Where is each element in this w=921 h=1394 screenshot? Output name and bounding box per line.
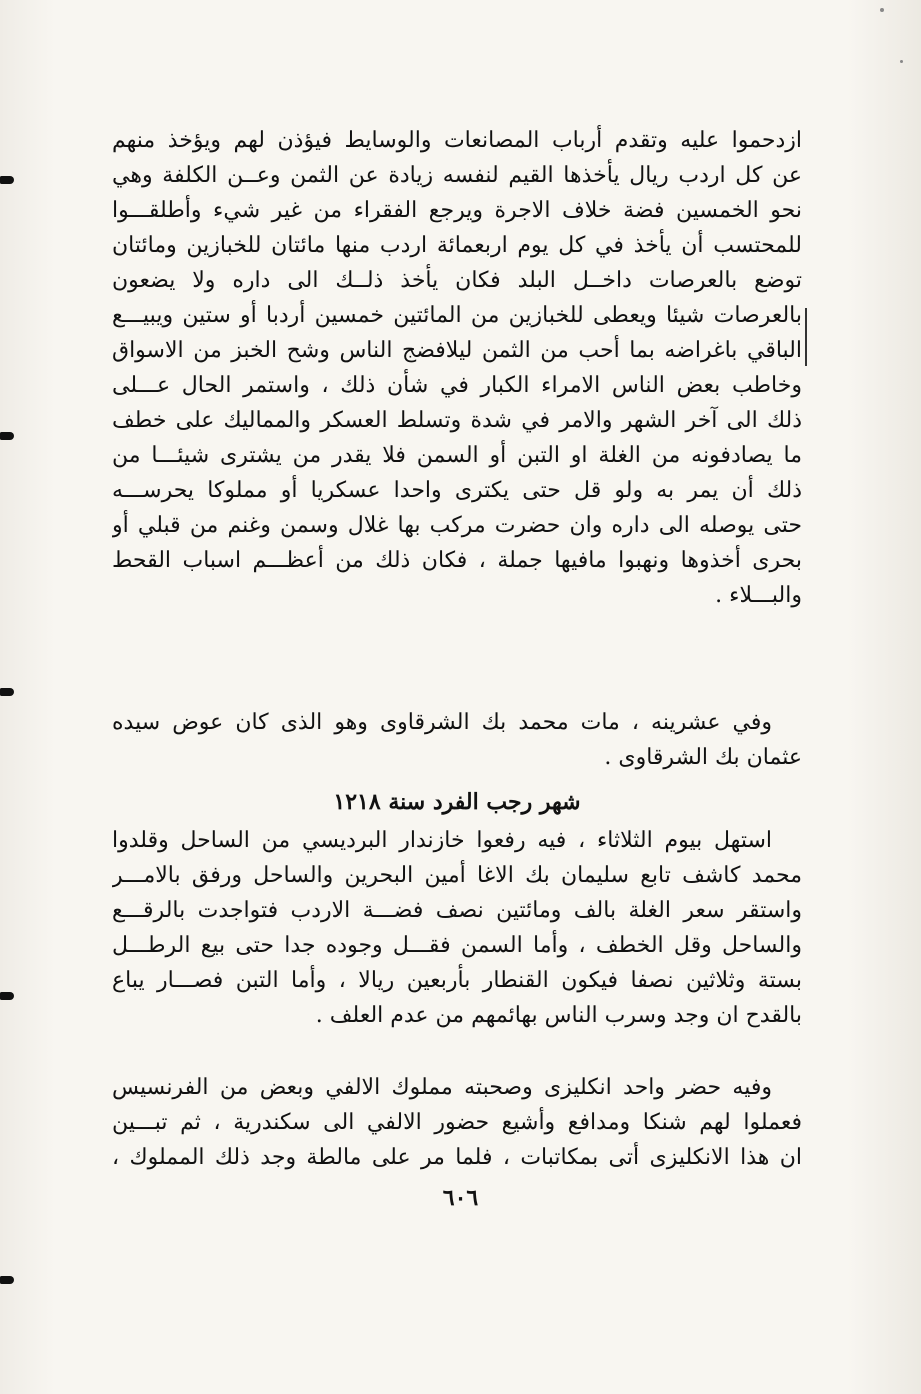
text-line: ذلك أن يمر به ولو قل حتى يكترى واحدا عسكريا أو مملوكا يحرســـه: [112, 478, 802, 503]
paragraph-2: [112, 705, 802, 775]
text-line: واستقر سعر الغلة بالف ومائتين نصف فضـــة الاردب فتواجدت بالرقـــع: [112, 898, 802, 923]
text-line: ان هذا الانكليزى أتى بمكاتبات ، فلما مر على مالطة وجد ذلك المملوك ،: [112, 1145, 802, 1170]
edge-speck: [900, 60, 903, 63]
text-line: بحرى أخذوها ونهبوا مافيها جملة ، فكان ذلك من أعظـــم اسباب القحط: [112, 548, 802, 573]
margin-mark: [0, 992, 14, 1000]
paragraph-1: [112, 123, 802, 613]
text-line: استهل بيوم الثلاثاء ، فيه رفعوا خازندار البرديسي من الساحل وقلدوا: [112, 828, 772, 853]
page-number: ٦٠٦: [442, 1185, 479, 1211]
text-line: فعملوا لهم شنكا ومدافع وأشيع حضور الالفي الى سكندرية ، ثم تبـــين: [112, 1110, 802, 1135]
text-line: بستة وثلاثين نصفا فيكون القنطار بأربعين ريالا ، وأما التبن فصـــار يباع: [112, 968, 802, 993]
text-line: الباقي باغراضه بما أحب من الثمن ليلافضج الناس وشح الخبز من الاسواق: [112, 338, 802, 363]
text-line: بالقدح ان وجد وسرب الناس بهائمهم من عدم العلف .: [315, 1003, 802, 1028]
margin-mark: [0, 688, 14, 696]
margin-mark: [0, 1276, 14, 1284]
text-line: والساحل وقل الخطف ، وأما السمن فقـــل وجوده جدا حتى بيع الرطـــل: [112, 933, 802, 958]
margin-mark: [0, 432, 14, 440]
text-line: وخاطب بعض الناس الامراء الكبار في شأن ذلك ، واستمر الحال عـــلى: [112, 373, 802, 398]
margin-mark: [0, 176, 14, 184]
margin-bracket: [805, 308, 807, 366]
text-line: بالعرصات شيئا ويعطى للخبازين من المائتين خمسين أردبا أو ستين ويبيـــع: [112, 303, 802, 328]
text-line: وفي عشرينه ، مات محمد بك الشرقاوى وهو الذى كان عوض سيده: [112, 710, 772, 735]
text-line: ما يصادفونه من الغلة او التبن أو السمن فلا يقدر من يشترى شيئـــا من: [112, 443, 802, 468]
text-line: عن كل اردب ريال يأخذها القيم لنفسه زيادة عن الثمن وعــن الكلفة وهي: [112, 163, 802, 188]
text-line: والبـــلاء .: [715, 583, 802, 608]
text-line: توضع بالعرصات داخــل البلد فكان يأخذ ذلــك الى داره ولا يضعون: [112, 268, 802, 293]
section-heading: شهر رجب الفرد سنة ١٢١٨: [333, 789, 581, 815]
text-line: وفيه حضر واحد انكليزى وصحبته مملوك الالفي وبعض من الفرنسيس: [112, 1075, 772, 1100]
text-line: ذلك الى آخر الشهر والامر في شدة وتسلط العسكر والمماليك على خطف: [112, 408, 802, 433]
text-line: عثمان بك الشرقاوى .: [604, 745, 802, 770]
text-line: ازدحموا عليه وتقدم أرباب المصانعات والوسايط فيؤذن لهم ويؤخذ منهم: [112, 128, 802, 153]
text-line: للمحتسب أن يأخذ في كل يوم اربعمائة اردب منها مائتان للخبازين ومائتان: [112, 233, 802, 258]
text-line: محمد كاشف تابع سليمان بك الاغا أمين البحرين والساحل ورفق بالامـــر: [112, 863, 802, 888]
text-line: حتى يوصله الى داره وان حضرت مركب بها غلال وسمن وغنم من قبلي أو: [112, 513, 802, 538]
paragraph-3: [112, 823, 802, 1033]
paragraph-4: [112, 1070, 802, 1175]
edge-speck: [880, 8, 884, 12]
text-line: نحو الخمسين فضة خلاف الاجرة ويرجع الفقراء من غير شيء وأطلقـــوا: [112, 198, 802, 223]
